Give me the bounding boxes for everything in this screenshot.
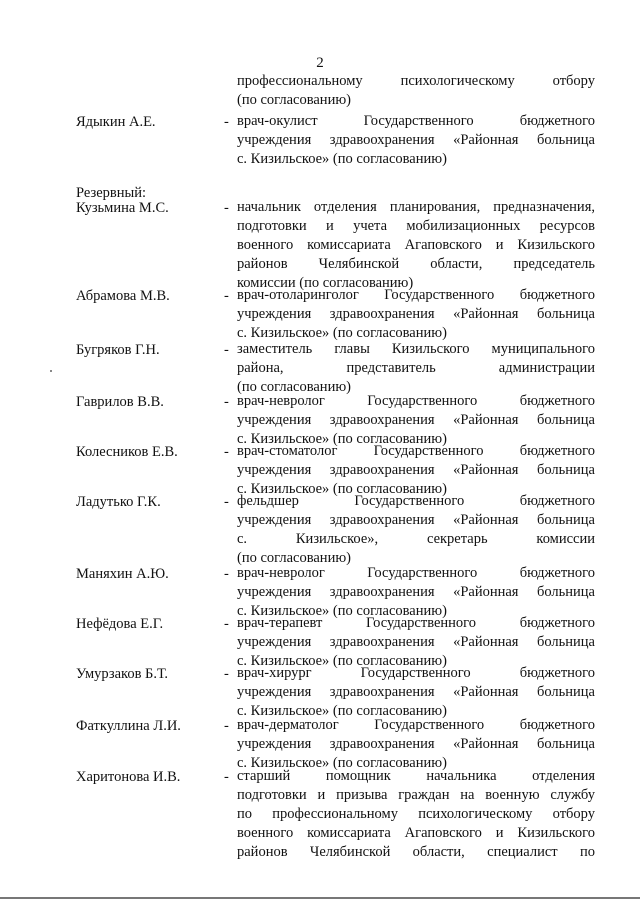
dash-separator: - bbox=[224, 394, 229, 410]
text-line: учреждения здравоохранения «Районная больница bbox=[237, 584, 595, 600]
page-number: 2 bbox=[316, 55, 324, 71]
member-name: Кузьмина М.С. bbox=[76, 200, 169, 216]
text-line: района, представитель администрации bbox=[237, 360, 595, 376]
text-line: заместитель главы Кизильского муниципального bbox=[237, 341, 595, 357]
text-line: комиссии (по согласованию) bbox=[237, 275, 414, 291]
text-line: врач-терапевт Государственного бюджетного bbox=[237, 615, 595, 631]
text-line: с. Кизильское» (по согласованию) bbox=[237, 325, 447, 341]
dash-separator: - bbox=[224, 494, 229, 510]
reserve-section-label: Резервный: bbox=[76, 185, 147, 201]
text-line: с. Кизильское» (по согласованию) bbox=[237, 481, 447, 497]
member-position bbox=[237, 492, 595, 568]
text-line: начальник отделения планирования, предназначения, bbox=[237, 199, 595, 215]
dash-separator: - bbox=[224, 718, 229, 734]
dash-separator: - bbox=[224, 616, 229, 632]
text-line: учреждения здравоохранения «Районная больница bbox=[237, 132, 595, 148]
member-position bbox=[237, 392, 595, 449]
member-position bbox=[237, 614, 595, 671]
member-name: Колесников Е.В. bbox=[76, 444, 178, 460]
text-line: военного комиссариата Агаповского и Кизильского bbox=[237, 237, 595, 253]
member-name: Ладутько Г.К. bbox=[76, 494, 161, 510]
member-position bbox=[237, 664, 595, 721]
text-line: с. Кизильское» (по согласованию) bbox=[237, 703, 447, 719]
text-line: врач-невролог Государственного бюджетного bbox=[237, 565, 595, 581]
text-line: с. Кизильское» (по согласованию) bbox=[237, 151, 447, 167]
text-line: врач-невролог Государственного бюджетного bbox=[237, 393, 595, 409]
text-line: (по согласованию) bbox=[237, 379, 351, 395]
text-line: подготовки и учета мобилизационных ресурсов bbox=[237, 218, 595, 234]
member-position bbox=[237, 112, 595, 169]
text-line: с. Кизильское» (по согласованию) bbox=[237, 653, 447, 669]
dash-separator: - bbox=[224, 114, 229, 130]
text-line: районов Челябинской области, председатель bbox=[237, 256, 595, 272]
page-bottom-edge bbox=[0, 897, 640, 899]
member-name: Харитонова И.В. bbox=[76, 769, 181, 785]
text-line: по профессиональному психологическому отбору bbox=[237, 806, 595, 822]
text-line: военного комиссариата Агаповского и Кизильского bbox=[237, 825, 595, 841]
text-line: врач-хирург Государственного бюджетного bbox=[237, 665, 595, 681]
text-line: профессиональному психологическому отбору bbox=[237, 73, 595, 89]
dash-separator: - bbox=[224, 666, 229, 682]
text-line: врач-окулист Государственного бюджетного bbox=[237, 113, 595, 129]
text-line: старший помощник начальника отделения bbox=[237, 768, 595, 784]
text-line: подготовки и призыва граждан на военную службу bbox=[237, 787, 595, 803]
text-line: врач-стоматолог Государственного бюджетного bbox=[237, 443, 595, 459]
member-position bbox=[237, 442, 595, 499]
text-line: районов Челябинской области, специалист по bbox=[237, 844, 595, 860]
member-name: Фаткуллина Л.И. bbox=[76, 718, 181, 734]
member-position bbox=[237, 286, 595, 343]
text-line: с. Кизильское» (по согласованию) bbox=[237, 755, 447, 771]
dash-separator: - bbox=[224, 444, 229, 460]
dash-separator: - bbox=[224, 288, 229, 304]
member-position bbox=[237, 716, 595, 773]
text-line: учреждения здравоохранения «Районная больница bbox=[237, 462, 595, 478]
member-name: Нефёдова Е.Г. bbox=[76, 616, 164, 632]
text-line: учреждения здравоохранения «Районная больница bbox=[237, 512, 595, 528]
dash-separator: - bbox=[224, 342, 229, 358]
dash-separator: - bbox=[224, 566, 229, 582]
member-name: Ядыкин А.Е. bbox=[76, 114, 156, 130]
member-name: Умурзаков Б.Т. bbox=[76, 666, 169, 682]
text-line: с. Кизильское» (по согласованию) bbox=[237, 603, 447, 619]
text-line: учреждения здравоохранения «Районная больница bbox=[237, 412, 595, 428]
member-name: Маняхин А.Ю. bbox=[76, 566, 169, 582]
text-line: врач-отоларинголог Государственного бюджетного bbox=[237, 287, 595, 303]
scan-speck bbox=[50, 370, 52, 372]
text-line: (по согласованию) bbox=[237, 550, 351, 566]
member-name: Абрамова М.В. bbox=[76, 288, 170, 304]
text-line: учреждения здравоохранения «Районная больница bbox=[237, 306, 595, 322]
text-line: учреждения здравоохранения «Районная больница bbox=[237, 736, 595, 752]
text-line: фельдшер Государственного бюджетного bbox=[237, 493, 595, 509]
text-line: учреждения здравоохранения «Районная больница bbox=[237, 634, 595, 650]
continuation-text bbox=[237, 72, 595, 110]
member-position bbox=[237, 340, 595, 397]
text-line: (по согласованию) bbox=[237, 92, 351, 108]
text-line: врач-дерматолог Государственного бюджетного bbox=[237, 717, 595, 733]
text-line: с. Кизильское» (по согласованию) bbox=[237, 431, 447, 447]
member-position bbox=[237, 564, 595, 621]
dash-separator: - bbox=[224, 200, 229, 216]
member-name: Бугряков Г.Н. bbox=[76, 342, 160, 358]
text-line: учреждения здравоохранения «Районная больница bbox=[237, 684, 595, 700]
dash-separator: - bbox=[224, 769, 229, 785]
text-line: с. Кизильское», секретарь комиссии bbox=[237, 531, 595, 547]
member-name: Гаврилов В.В. bbox=[76, 394, 164, 410]
member-position bbox=[237, 198, 595, 293]
member-position bbox=[237, 767, 595, 862]
